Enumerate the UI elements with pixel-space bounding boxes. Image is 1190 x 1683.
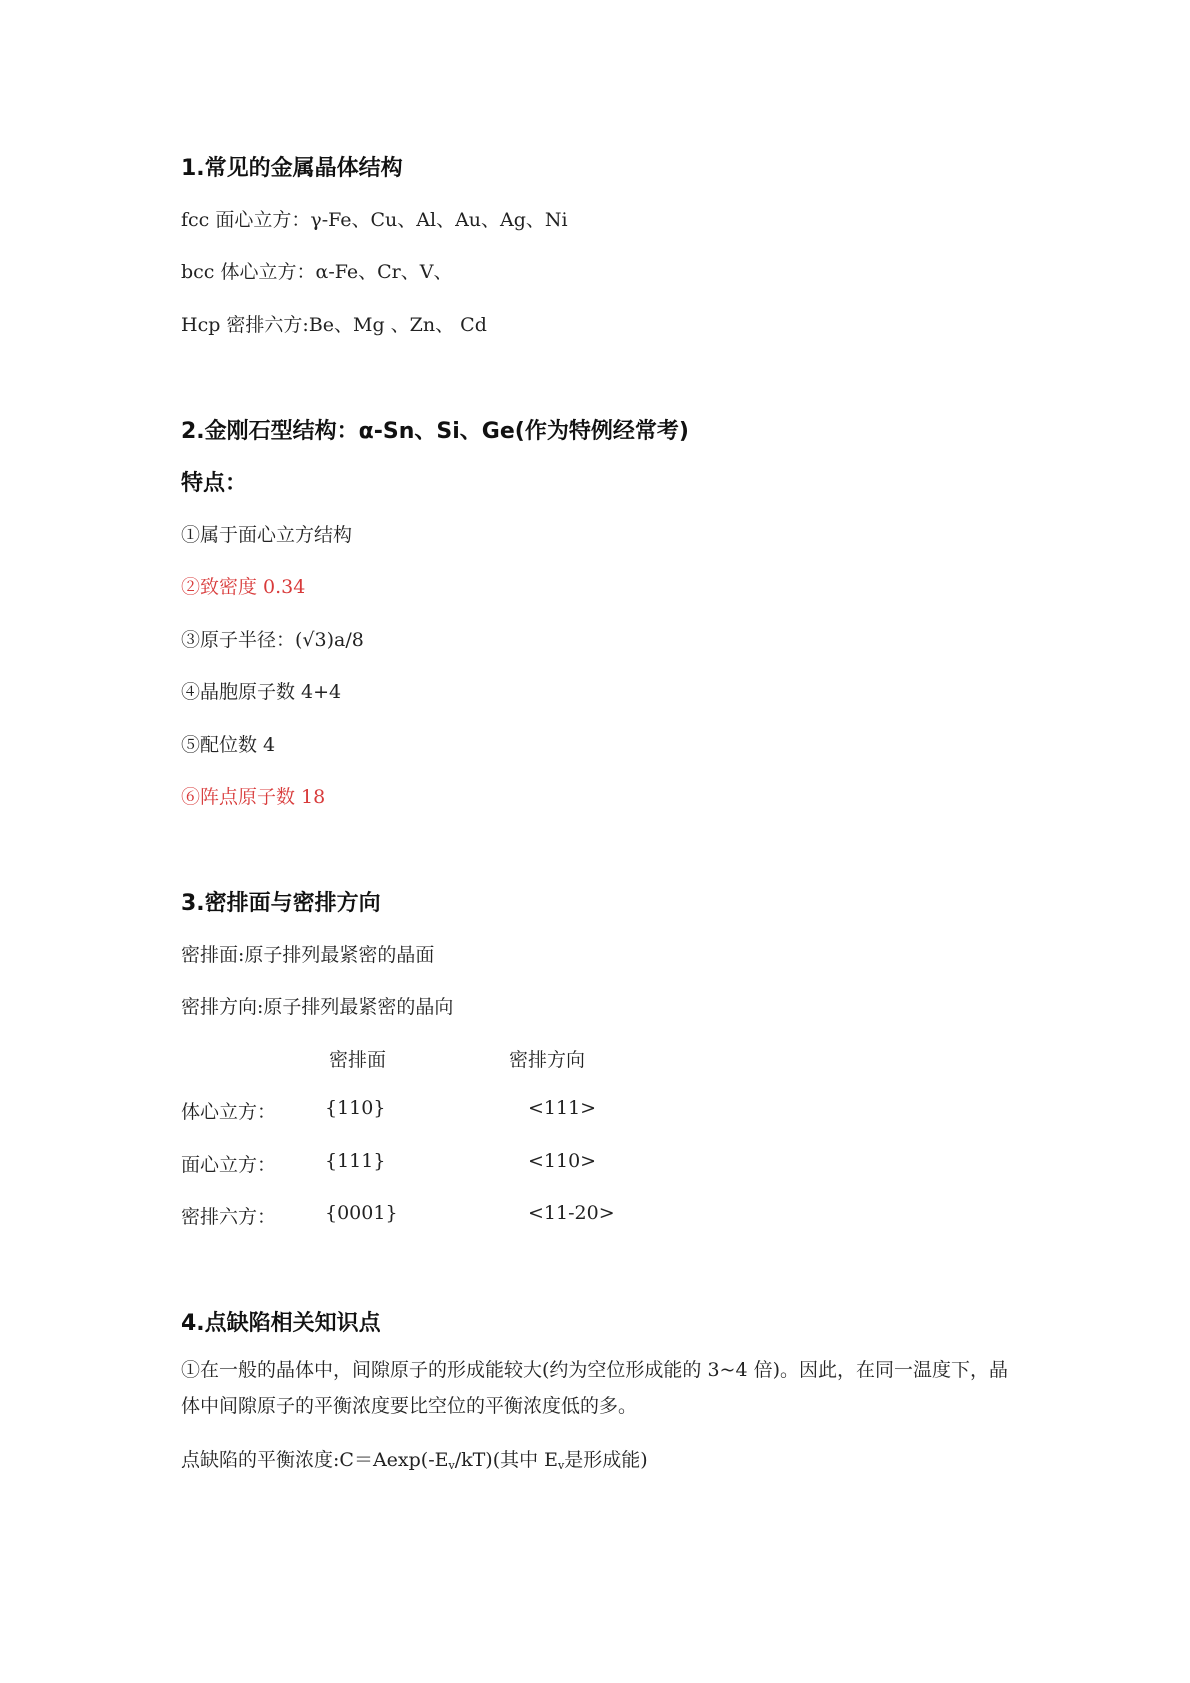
table-row-direction: <111>: [528, 1097, 597, 1119]
formula-middle: /kT)(其中 E: [454, 1449, 559, 1471]
feature-item-4: ④晶胞原子数 4+4: [181, 681, 342, 703]
close-packed-plane-definition: 密排面:原子排列最紧密的晶面: [181, 944, 435, 966]
formula-prefix: 点缺陷的平衡浓度:C＝Aexp(-E: [181, 1449, 449, 1471]
feature-item-2: ②致密度 0.34: [181, 576, 306, 598]
table-row-plane: {0001}: [325, 1202, 398, 1224]
equilibrium-concentration-formula: [181, 1445, 648, 1472]
formula-subscript-v: v: [558, 1459, 565, 1472]
table-row-direction: <110>: [528, 1150, 597, 1172]
formula-subscript-v: v: [448, 1459, 455, 1472]
feature-item-3: ③原子半径：(√3)a/8: [181, 629, 364, 651]
table-row-name: 体心立方：: [181, 1101, 277, 1123]
feature-item-5: ⑤配位数 4: [181, 734, 276, 756]
feature-item-6: ⑥阵点原子数 18: [181, 786, 326, 808]
table-row-name: 面心立方：: [181, 1154, 277, 1176]
formula-suffix: 是形成能): [564, 1449, 648, 1471]
section-1-title: 1.常见的金属晶体结构: [181, 156, 403, 181]
table-row-name: 密排六方：: [181, 1206, 277, 1228]
table-row-plane: {110}: [325, 1097, 386, 1119]
bcc-line: bcc 体心立方：α-Fe、Cr、V、: [181, 261, 453, 283]
hcp-line: Hcp 密排六方:Be、Mg 、Zn、 Cd: [181, 314, 487, 336]
features-label: 特点：: [181, 471, 248, 496]
section-4-title: 4.点缺陷相关知识点: [181, 1311, 381, 1336]
section-2-title: 2.金刚石型结构：α-Sn、Si、Ge(作为特例经常考): [181, 419, 689, 444]
table-row-direction: <11-20>: [528, 1202, 615, 1224]
table-row-plane: {111}: [325, 1150, 386, 1172]
table-header-direction: 密排方向: [509, 1049, 586, 1071]
feature-item-1: ①属于面心立方结构: [181, 524, 353, 546]
point-defect-paragraph: ①在一般的晶体中，间隙原子的形成能较大(约为空位形成能的 3~4 倍)。因此，在同一温度下，晶体中间隙原子的平衡浓度要比空位的平衡浓度低的多。: [181, 1359, 1009, 1417]
table-header-plane: 密排面: [329, 1049, 387, 1071]
close-packed-direction-definition: 密排方向:原子排列最紧密的晶向: [181, 996, 454, 1018]
fcc-line: fcc 面心立方：γ-Fe、Cu、Al、Au、Ag、Ni: [181, 209, 568, 231]
section-3-title: 3.密排面与密排方向: [181, 891, 381, 916]
